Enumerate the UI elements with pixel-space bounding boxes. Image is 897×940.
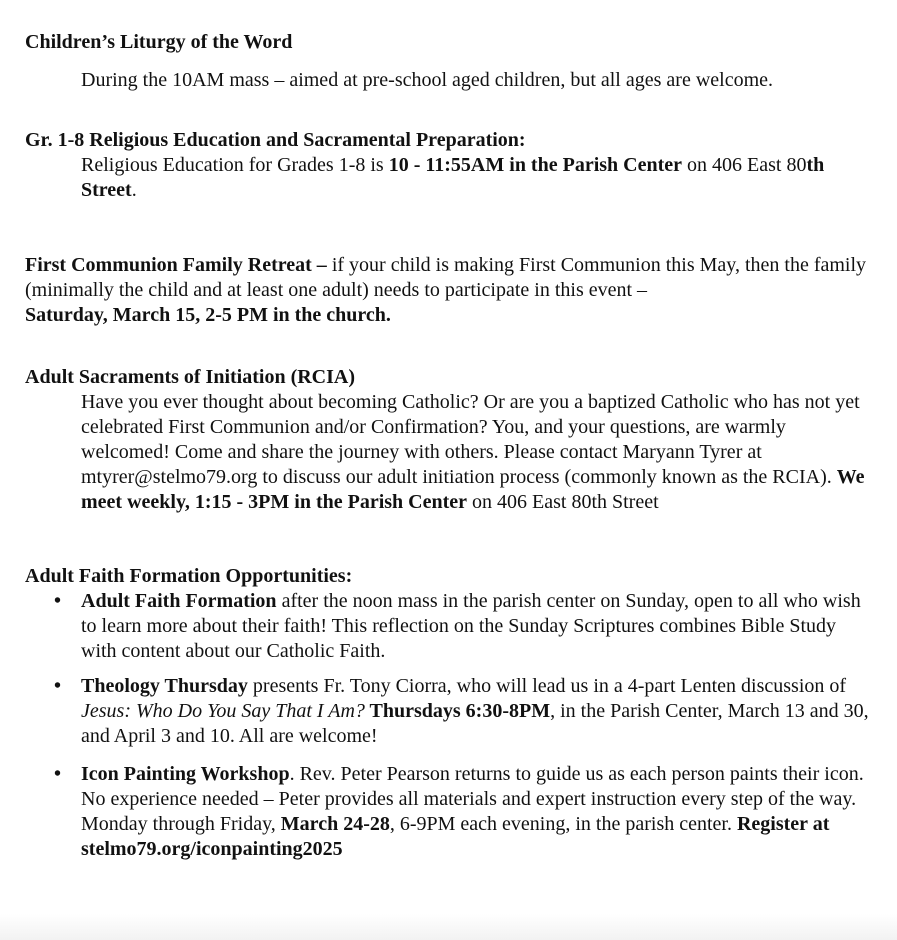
item2-title: Theology Thursday: [81, 675, 248, 697]
first-communion-section: [25, 253, 875, 328]
bullet-icon: •: [54, 763, 62, 785]
religious-ed-text-e: .: [131, 179, 137, 201]
religious-ed-text-a: Religious Education for Grades 1-8 is: [81, 154, 389, 176]
rcia-heading: Adult Sacraments of Initiation (RCIA): [25, 366, 355, 388]
rcia-text-c: on 406 East 80th Street: [467, 491, 659, 513]
childrens-liturgy-section: [25, 30, 875, 93]
religious-ed-time: 10 - 11:55AM in the Parish Center: [388, 154, 683, 176]
bullet-icon: •: [54, 590, 62, 612]
item2-time: Thursdays 6:30-8PM: [364, 700, 551, 722]
rcia-meeting-time: We meet weekly, 1:15 - 3PM in the Parish Center: [81, 466, 865, 513]
item2-book-title: Jesus: Who Do You Say That I Am?: [81, 700, 365, 722]
item1-text: after the noon mass in the parish center on Sunday, open to all who wish to learn more about their faith! This reflection on the Sunday Scriptures combines Bible Study with content about our Catholic Faith.: [81, 590, 861, 662]
item3-dates: March 24-28: [280, 813, 390, 835]
bullet-icon: •: [54, 675, 62, 697]
item3-text-b: , 6-9PM each evening, in the parish center.: [389, 813, 737, 835]
rcia-section: [25, 365, 875, 515]
religious-ed-street: th Street: [81, 154, 825, 201]
childrens-liturgy-text: During the 10AM mass – aimed at pre-school aged children, but all ages are welcome.: [81, 69, 774, 91]
item2-text-b: , in the Parish Center, March 13 and 30, and April 3 and 10. All are welcome!: [81, 700, 869, 747]
first-communion-body: if your child is making First Communion this May, then the family (minimally the child and at least one adult) needs to participate in this event –: [25, 254, 867, 301]
item3-title: Icon Painting Workshop: [81, 763, 290, 785]
item2-text-a: presents Fr. Tony Ciorra, who will lead us in a 4-part Lenten discussion of: [247, 675, 847, 697]
rcia-text: [81, 390, 871, 515]
first-communion-text: [25, 253, 875, 328]
childrens-liturgy-heading: Children’s Liturgy of the Word: [25, 31, 293, 53]
list-item: [25, 674, 875, 749]
religious-ed-text: [81, 153, 871, 203]
item3-register-link[interactable]: Register at stelmo79.org/iconpainting2025: [81, 813, 830, 860]
first-communion-date: Saturday, March 15, 2-5 PM in the church.: [25, 304, 391, 326]
adult-faith-heading: Adult Faith Formation Opportunities:: [25, 565, 353, 587]
item1-title: Adult Faith Formation: [81, 590, 277, 612]
rcia-text-a: Have you ever thought about becoming Catholic? Or are you a baptized Catholic who has not yet celebrated First Communion and/or Confirmation? You, and your questions, are warmly welcomed! Come and share the journey with others. Please contact Maryann Tyrer at mtyrer@stelmo79.org to discuss our adult initiation process (commonly known as the RCIA).: [81, 391, 860, 488]
item3-text-a: . Rev. Peter Pearson returns to guide us as each person paints their icon. No experience needed – Peter provides all materials and expert instruction every step of the way. Monday through Friday,: [81, 763, 864, 835]
list-item: [25, 762, 875, 862]
first-communion-heading: First Communion Family Retreat –: [25, 254, 327, 276]
list-item: [25, 589, 875, 664]
religious-ed-text-c: on 406 East 80: [682, 154, 807, 176]
adult-faith-list: [25, 589, 875, 862]
page-bottom-edge: [0, 914, 897, 940]
religious-ed-section: [25, 128, 875, 203]
religious-ed-heading: Gr. 1-8 Religious Education and Sacramental Preparation:: [25, 129, 526, 151]
adult-faith-section: [25, 564, 875, 862]
